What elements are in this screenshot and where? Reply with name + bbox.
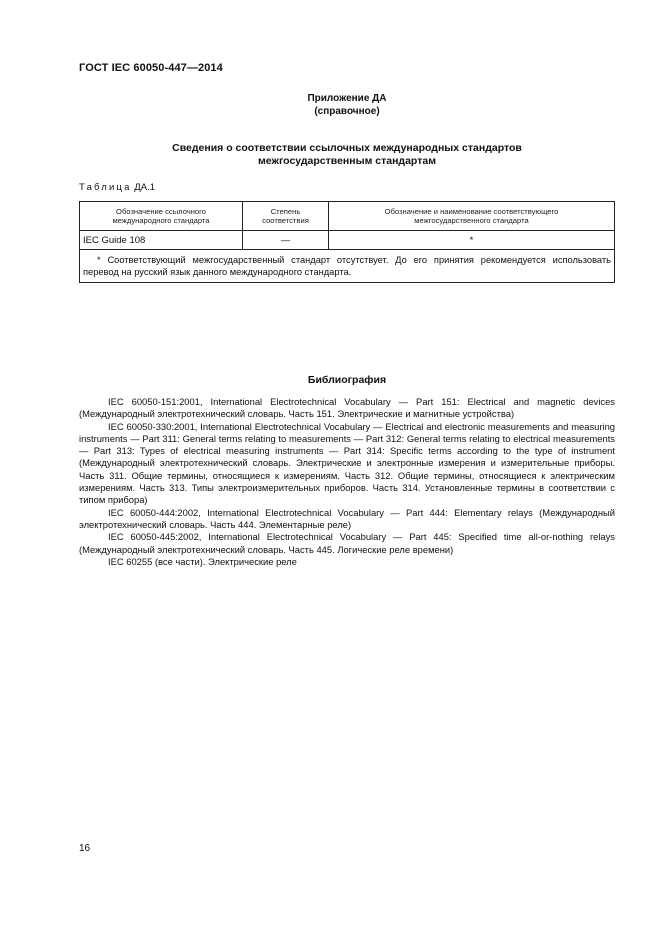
bibliography-entry: IEC 60255 (все части). Электрические реле — [108, 555, 297, 567]
bibliography-title: Библиография — [307, 374, 387, 386]
header-cell-reference — [80, 202, 243, 231]
cell-degree: — — [243, 231, 329, 250]
table-label — [79, 182, 155, 193]
header-cell-degree — [243, 202, 329, 231]
header-text: соответствия — [262, 216, 309, 225]
table-row — [80, 231, 615, 250]
appendix-subtitle: (справочное) — [314, 106, 380, 117]
table-label-prefix: Таблица — [79, 182, 132, 193]
header-text: Степень — [270, 206, 301, 216]
table-footnote — [80, 250, 615, 283]
header-text: межгосударственного стандарта — [414, 216, 529, 225]
bibliography-list — [79, 396, 615, 568]
bibliography-entry: IEC 60050-445:2002, International Electrotechnical Vocabulary — Part 445: Specified time all-or-nothing relays (Международный электротехнический словарь. Часть 445. Логические реле времени) — [79, 531, 615, 555]
table-header-row — [80, 202, 615, 231]
table-label-number: ДА.1 — [134, 182, 155, 193]
header-cell-name — [329, 202, 615, 231]
table-footnote-row — [80, 250, 615, 283]
document-id: ГОСТ IEC 60050-447—2014 — [79, 62, 223, 74]
cell-name: * — [329, 231, 615, 250]
section-title-line-1: Сведения о соответствии ссылочных международных стандартов — [172, 142, 522, 154]
footnote-text: * Соответствующий межгосударственный стандарт отсутствует. До его принятия рекомендуется использовать перевод на русский язык данного международного стандарта. — [83, 254, 611, 277]
page-number: 16 — [79, 843, 91, 854]
bibliography-entry: IEC 60050-444:2002, International Electrotechnical Vocabulary — Part 444: Elementary relays (Международный электротехнический словарь. Часть 444. Элементарные реле) — [79, 506, 615, 530]
bibliography-entry: IEC 60050-151:2001, International Electrotechnical Vocabulary — Part 151: Electrical and magnetic devices (Международный электротехнический словарь. Часть 151. Электрические и магнитные устройства) — [79, 396, 615, 420]
header-text: международного стандарта — [112, 216, 210, 225]
cell-reference: IEC Guide 108 — [80, 231, 243, 250]
conformity-table — [79, 201, 615, 283]
appendix-heading — [79, 92, 615, 118]
header-text: Обозначение ссылочного — [116, 206, 206, 216]
header-text: Обозначение и наименование соответствующего — [384, 206, 559, 216]
appendix-title: Приложение ДА — [307, 93, 387, 104]
bibliography-entry: IEC 60050-330:2001, International Electrotechnical Vocabulary — Electrical and electronic measurements and measuring instruments — Part 311: General terms relating to measurements — Part 312: General terms relating to electrical measurements — Part 313: Types of electrical measuring instruments — Part 314: Specific terms according to the type of instrument (Международный электротехнический словарь. Электрические и электронные измерения и измерительные приборы. Часть 311. Общие термины, относящиеся к измерениям. Часть 312. Общие термины, относящиеся к электрическим измерениям. Часть 313. Типы электроизмерительных приборов. Часть 314. Установленные термины в соответствии с типом прибора) — [79, 420, 615, 506]
section-title — [79, 142, 615, 168]
section-title-line-2: межгосударственным стандартам — [258, 155, 436, 167]
